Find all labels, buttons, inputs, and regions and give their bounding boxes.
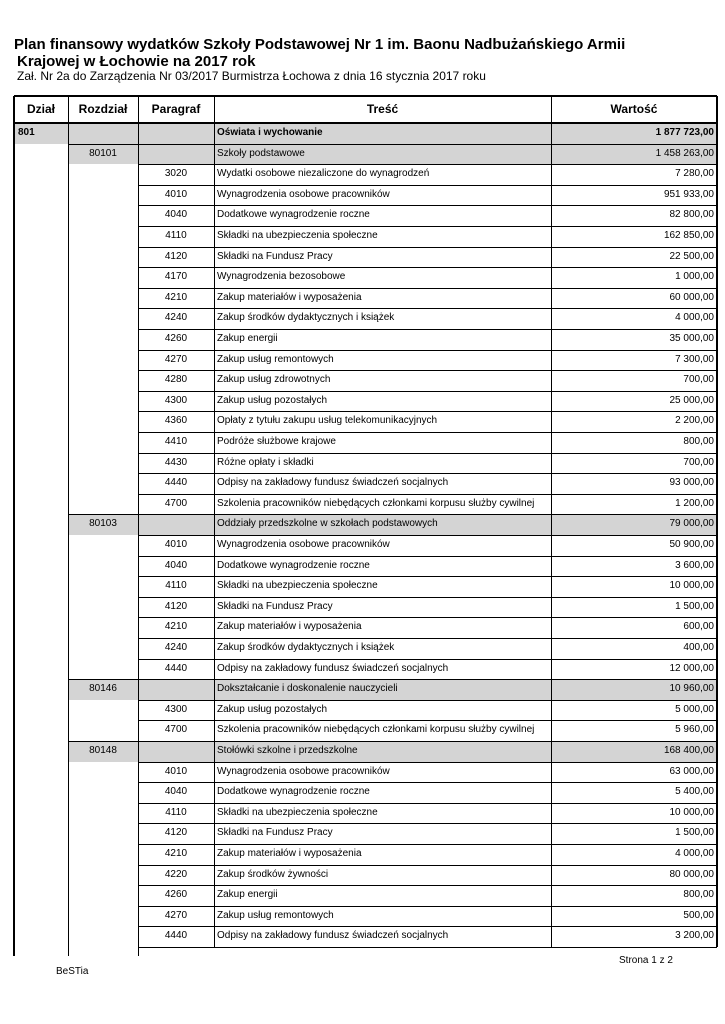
table-row <box>14 638 717 659</box>
cell-rozdzial <box>68 411 138 432</box>
cell-rozdzial <box>68 926 138 947</box>
cell-paragraf: 4240 <box>164 312 188 324</box>
cell-paragraf: 4110 <box>165 806 187 818</box>
cell-dzial <box>18 350 64 371</box>
table-row <box>14 205 717 226</box>
cell-dzial <box>18 638 64 659</box>
cell-tresc: Wynagrodzenia bezosobowe <box>217 271 346 283</box>
cell-wartosc: 7 300,00 <box>675 353 714 365</box>
table-row <box>14 762 717 783</box>
cell-paragraf: 4210 <box>164 621 188 633</box>
cell-dzial <box>18 308 64 329</box>
column-divider <box>13 96 15 956</box>
cell-wartosc: 2 200,00 <box>675 415 714 427</box>
cell-dzial <box>18 679 64 700</box>
cell-tresc: Wynagrodzenia osobowe pracowników <box>217 539 390 550</box>
table-row <box>14 411 717 432</box>
cell-dzial <box>18 782 64 803</box>
table-row <box>14 700 717 721</box>
row-divider <box>138 370 717 371</box>
cell-rozdzial: 80148 <box>89 745 117 756</box>
table-row <box>14 473 717 494</box>
table-row <box>14 844 717 865</box>
cell-rozdzial <box>68 885 138 906</box>
row-divider <box>138 411 717 412</box>
cell-rozdzial <box>68 494 138 515</box>
table-row <box>14 370 717 391</box>
cell-paragraf: 4040 <box>164 786 188 798</box>
header-rozdzial: Rozdział <box>78 102 128 116</box>
cell-rozdzial <box>68 370 138 391</box>
cell-paragraf: 4110 <box>165 580 187 592</box>
row-divider <box>138 535 717 536</box>
cell-tresc: Zakup usług zdrowotnych <box>217 374 331 386</box>
cell-wartosc: 800,00 <box>683 889 714 901</box>
cell-paragraf: 4170 <box>164 271 188 283</box>
cell-rozdzial: 80101 <box>89 147 117 159</box>
column-divider <box>68 96 69 956</box>
row-divider <box>138 700 717 701</box>
cell-paragraf <box>138 741 214 762</box>
cell-tresc: Szkolenia pracowników niebędących członkami korpusu służby cywilnej <box>217 724 535 736</box>
cell-paragraf: 3020 <box>164 168 188 180</box>
row-divider <box>138 926 717 927</box>
cell-wartosc: 1 458 263,00 <box>655 147 714 159</box>
cell-tresc: Dodatkowe wynagrodzenie roczne <box>217 209 370 221</box>
table-row <box>14 659 717 680</box>
row-divider <box>138 185 717 186</box>
cell-wartosc: 1 500,00 <box>675 600 714 612</box>
cell-dzial <box>18 556 64 577</box>
row-divider <box>138 762 717 763</box>
cell-wartosc: 10 960,00 <box>669 683 714 695</box>
cell-tresc: Wynagrodzenia osobowe pracowników <box>217 765 390 777</box>
cell-dzial <box>18 391 64 412</box>
table-row <box>14 865 717 886</box>
row-divider <box>138 556 717 557</box>
row-divider <box>138 308 717 309</box>
cell-paragraf: 4110 <box>165 230 187 241</box>
cell-rozdzial <box>68 638 138 659</box>
cell-paragraf: 4120 <box>164 250 188 262</box>
cell-tresc: Oświata i wychowanie <box>217 127 323 138</box>
cell-wartosc: 1 877 723,00 <box>655 127 714 138</box>
row-divider <box>138 885 717 886</box>
table-row <box>14 803 717 824</box>
row-divider <box>138 288 717 289</box>
cell-paragraf: 4440 <box>164 930 188 942</box>
cell-tresc: Zakup materiałów i wyposażenia <box>217 621 362 633</box>
cell-wartosc: 82 800,00 <box>669 209 714 221</box>
row-divider <box>138 617 717 618</box>
cell-wartosc: 63 000,00 <box>669 765 714 777</box>
cell-wartosc: 7 280,00 <box>675 168 714 180</box>
cell-dzial <box>18 494 64 515</box>
table-row <box>14 885 717 906</box>
cell-tresc: Dodatkowe wynagrodzenie roczne <box>217 786 370 798</box>
cell-paragraf: 4040 <box>164 209 188 221</box>
cell-tresc: Zakup środków dydaktycznych i książek <box>217 312 395 324</box>
cell-dzial <box>18 432 64 453</box>
header-tresc: Treść <box>366 102 399 116</box>
cell-paragraf <box>138 514 214 535</box>
table-row <box>14 720 717 741</box>
row-divider <box>138 576 717 577</box>
table-row <box>14 906 717 927</box>
row-divider <box>138 720 717 721</box>
row-divider <box>138 865 717 866</box>
cell-rozdzial <box>68 267 138 288</box>
cell-tresc: Odpisy na zakładowy fundusz świadczeń socjalnych <box>217 930 449 942</box>
row-divider <box>138 906 717 907</box>
cell-tresc: Opłaty z tytułu zakupu usług telekomunikacyjnych <box>217 415 438 427</box>
cell-tresc: Zakup energii <box>217 333 278 344</box>
cell-paragraf: 4270 <box>164 353 188 365</box>
cell-dzial <box>18 185 64 206</box>
cell-tresc: Wydatki osobowe niezaliczone do wynagrodzeń <box>217 168 430 180</box>
table-row <box>14 267 717 288</box>
cell-wartosc: 5 400,00 <box>675 786 714 798</box>
cell-rozdzial <box>68 308 138 329</box>
cell-paragraf: 4700 <box>164 497 188 509</box>
cell-wartosc: 93 000,00 <box>669 477 714 489</box>
cell-rozdzial <box>68 123 138 144</box>
cell-rozdzial <box>68 762 138 783</box>
cell-rozdzial: 80103 <box>89 518 117 530</box>
cell-rozdzial <box>68 597 138 618</box>
cell-paragraf: 4040 <box>164 559 188 571</box>
table-row <box>14 617 717 638</box>
cell-rozdzial <box>68 803 138 824</box>
cell-wartosc: 3 200,00 <box>675 930 714 942</box>
table-row <box>14 556 717 577</box>
cell-paragraf: 4010 <box>164 765 188 777</box>
cell-dzial <box>18 267 64 288</box>
row-divider <box>138 391 717 392</box>
table-row <box>14 288 717 309</box>
cell-tresc: Odpisy na zakładowy fundusz świadczeń socjalnych <box>217 662 449 674</box>
table-row <box>14 576 717 597</box>
cell-tresc: Zakup usług pozostałych <box>217 703 328 715</box>
cell-wartosc: 700,00 <box>683 456 714 468</box>
cell-rozdzial <box>68 164 138 185</box>
cell-tresc: Dodatkowe wynagrodzenie roczne <box>217 559 370 571</box>
cell-tresc: Zakup energii <box>217 889 278 901</box>
cell-paragraf: 4300 <box>164 394 188 406</box>
cell-wartosc: 79 000,00 <box>669 518 714 530</box>
cell-wartosc: 1 000,00 <box>675 271 714 283</box>
cell-tresc: Wynagrodzenia osobowe pracowników <box>217 188 390 200</box>
cell-paragraf: 4700 <box>164 724 188 736</box>
cell-paragraf: 4210 <box>164 848 188 859</box>
cell-wartosc: 25 000,00 <box>669 394 714 406</box>
table-row <box>14 391 717 412</box>
cell-dzial <box>18 700 64 721</box>
cell-paragraf: 4010 <box>164 539 188 550</box>
cell-paragraf: 4270 <box>164 909 188 921</box>
cell-paragraf: 4300 <box>164 703 188 715</box>
cell-tresc: Odpisy na zakładowy fundusz świadczeń socjalnych <box>217 477 449 489</box>
cell-paragraf: 4280 <box>164 374 188 386</box>
cell-tresc: Zakup usług remontowych <box>217 909 334 921</box>
cell-wartosc: 1 200,00 <box>675 497 714 509</box>
cell-tresc: Składki na ubezpieczenia społeczne <box>217 580 378 592</box>
cell-paragraf: 4220 <box>164 868 188 880</box>
cell-dzial <box>18 720 64 741</box>
cell-paragraf: 4120 <box>164 827 188 839</box>
row-divider <box>14 95 717 97</box>
cell-tresc: Różne opłaty i składki <box>217 456 314 468</box>
cell-dzial <box>18 164 64 185</box>
cell-dzial <box>18 473 64 494</box>
cell-dzial <box>18 865 64 886</box>
cell-rozdzial <box>68 659 138 680</box>
cell-dzial <box>18 617 64 638</box>
document-title-line1: Plan finansowy wydatków Szkoły Podstawowej Nr 1 im. Baonu Nadbużańskiego Armii <box>14 36 626 53</box>
cell-wartosc: 1 500,00 <box>675 827 714 839</box>
cell-wartosc: 700,00 <box>683 374 714 386</box>
footer-software-name: BeSTia <box>56 966 89 977</box>
row-divider <box>138 350 717 351</box>
header-wartosc: Wartość <box>610 102 658 116</box>
cell-wartosc: 168 400,00 <box>663 745 714 756</box>
row-divider <box>138 329 717 330</box>
column-divider <box>214 96 215 947</box>
cell-rozdzial <box>68 247 138 268</box>
table-row <box>14 782 717 803</box>
cell-dzial <box>18 288 64 309</box>
row-divider <box>68 144 717 145</box>
cell-rozdzial <box>68 185 138 206</box>
cell-tresc: Szkolenia pracowników niebędących członkami korpusu służby cywilnej <box>217 497 535 509</box>
row-divider <box>138 226 717 227</box>
cell-rozdzial <box>68 720 138 741</box>
cell-dzial <box>18 514 64 535</box>
row-divider <box>138 453 717 454</box>
cell-dzial <box>18 329 64 350</box>
cell-rozdzial <box>68 700 138 721</box>
cell-dzial <box>18 803 64 824</box>
cell-wartosc: 35 000,00 <box>669 333 714 344</box>
row-divider <box>14 122 717 124</box>
row-divider <box>68 679 717 680</box>
cell-rozdzial <box>68 288 138 309</box>
cell-paragraf: 4440 <box>164 662 188 674</box>
cell-dzial <box>18 762 64 783</box>
cell-paragraf: 4260 <box>164 889 188 901</box>
cell-tresc: Zakup usług pozostałych <box>217 394 328 406</box>
cell-dzial <box>18 926 64 947</box>
cell-dzial <box>18 885 64 906</box>
table-row <box>14 329 717 350</box>
table-row <box>14 185 717 206</box>
budget-table <box>14 96 717 956</box>
cell-tresc: Składki na Fundusz Pracy <box>217 250 333 262</box>
column-divider <box>551 96 552 947</box>
cell-dzial <box>18 453 64 474</box>
cell-tresc: Składki na ubezpieczenia społeczne <box>217 230 378 241</box>
table-row <box>14 308 717 329</box>
cell-dzial <box>18 741 64 762</box>
table-row <box>14 514 717 535</box>
table-row <box>14 350 717 371</box>
cell-rozdzial <box>68 556 138 577</box>
row-divider <box>68 514 717 515</box>
document-title-line2: Krajowej w Łochowie na 2017 rok <box>17 53 256 70</box>
cell-dzial <box>18 597 64 618</box>
cell-tresc: Zakup środków żywności <box>217 868 329 880</box>
table-row <box>14 432 717 453</box>
cell-wartosc: 60 000,00 <box>669 291 714 303</box>
cell-rozdzial <box>68 226 138 247</box>
cell-wartosc: 951 933,00 <box>663 188 714 200</box>
table-row <box>14 144 717 165</box>
row-divider <box>138 659 717 660</box>
cell-dzial <box>18 576 64 597</box>
column-divider <box>138 96 139 956</box>
cell-rozdzial <box>68 391 138 412</box>
row-divider <box>138 638 717 639</box>
cell-dzial <box>18 411 64 432</box>
cell-dzial <box>18 144 64 165</box>
table-row <box>14 741 717 762</box>
cell-paragraf <box>138 123 214 144</box>
document-subtitle: Zał. Nr 2a do Zarządzenia Nr 03/2017 Burmistrza Łochowa z dnia 16 stycznia 2017 roku <box>17 69 486 83</box>
row-divider <box>138 844 717 845</box>
cell-rozdzial <box>68 617 138 638</box>
cell-dzial <box>18 823 64 844</box>
table-row <box>14 926 717 947</box>
cell-tresc: Szkoły podstawowe <box>217 147 305 159</box>
row-divider <box>138 205 717 206</box>
cell-wartosc: 5 960,00 <box>675 724 714 736</box>
cell-paragraf: 4240 <box>164 642 188 653</box>
cell-tresc: Składki na Fundusz Pracy <box>217 827 333 839</box>
header-paragraf: Paragraf <box>151 102 201 116</box>
cell-tresc: Zakup środków dydaktycznych i książek <box>217 642 395 653</box>
table-row <box>14 453 717 474</box>
cell-tresc: Zakup usług remontowych <box>217 353 334 365</box>
cell-rozdzial <box>68 205 138 226</box>
cell-paragraf: 4440 <box>164 477 188 489</box>
cell-rozdzial <box>68 576 138 597</box>
cell-wartosc: 400,00 <box>683 642 714 653</box>
cell-rozdzial <box>68 350 138 371</box>
table-row <box>14 226 717 247</box>
cell-wartosc: 800,00 <box>683 436 714 447</box>
cell-tresc: Oddziały przedszkolne w szkołach podstawowych <box>217 518 438 530</box>
cell-dzial <box>18 247 64 268</box>
cell-rozdzial: 80146 <box>89 683 117 695</box>
cell-paragraf: 4260 <box>164 333 188 344</box>
row-divider <box>138 782 717 783</box>
cell-wartosc: 500,00 <box>683 909 714 921</box>
cell-paragraf: 4410 <box>164 436 188 447</box>
cell-dzial <box>18 844 64 865</box>
cell-paragraf: 4360 <box>164 415 188 427</box>
row-divider <box>138 432 717 433</box>
cell-rozdzial <box>68 906 138 927</box>
table-row <box>14 679 717 700</box>
cell-dzial <box>18 535 64 556</box>
cell-tresc: Składki na ubezpieczenia społeczne <box>217 806 378 818</box>
cell-paragraf <box>138 144 214 165</box>
row-divider <box>138 947 717 948</box>
cell-wartosc: 3 600,00 <box>675 559 714 571</box>
cell-wartosc: 600,00 <box>683 621 714 633</box>
cell-rozdzial <box>68 823 138 844</box>
cell-rozdzial <box>68 329 138 350</box>
cell-tresc: Składki na Fundusz Pracy <box>217 600 333 612</box>
cell-wartosc: 10 000,00 <box>669 580 714 592</box>
cell-rozdzial <box>68 844 138 865</box>
cell-paragraf <box>138 679 214 700</box>
table-row <box>14 247 717 268</box>
footer-page-number: Strona 1 z 2 <box>619 955 673 966</box>
header-dzial: Dział <box>26 102 55 116</box>
cell-rozdzial <box>68 535 138 556</box>
cell-rozdzial <box>68 473 138 494</box>
cell-dzial: 801 <box>18 127 35 138</box>
cell-paragraf: 4430 <box>164 456 188 468</box>
row-divider <box>138 247 717 248</box>
cell-wartosc: 162 850,00 <box>663 230 714 241</box>
table-row <box>14 494 717 515</box>
table-row <box>14 823 717 844</box>
cell-dzial <box>18 370 64 391</box>
cell-dzial <box>18 906 64 927</box>
cell-dzial <box>18 205 64 226</box>
cell-rozdzial <box>68 432 138 453</box>
row-divider <box>138 823 717 824</box>
table-row <box>14 123 717 144</box>
cell-wartosc: 12 000,00 <box>669 662 714 674</box>
cell-rozdzial <box>68 865 138 886</box>
row-divider <box>138 164 717 165</box>
cell-dzial <box>18 659 64 680</box>
cell-paragraf: 4210 <box>164 291 188 303</box>
cell-rozdzial <box>68 453 138 474</box>
row-divider <box>138 267 717 268</box>
cell-tresc: Podróże służbowe krajowe <box>217 436 336 447</box>
row-divider <box>138 803 717 804</box>
row-divider <box>138 494 717 495</box>
cell-tresc: Stołówki szkolne i przedszkolne <box>217 745 358 756</box>
cell-wartosc: 50 900,00 <box>669 539 714 550</box>
cell-wartosc: 5 000,00 <box>675 703 714 715</box>
cell-rozdzial <box>68 782 138 803</box>
row-divider <box>138 473 717 474</box>
table-row <box>14 164 717 185</box>
cell-tresc: Zakup materiałów i wyposażenia <box>217 291 362 303</box>
cell-wartosc: 22 500,00 <box>669 250 714 262</box>
column-divider <box>716 96 718 947</box>
row-divider <box>138 597 717 598</box>
table-row <box>14 597 717 618</box>
cell-paragraf: 4010 <box>164 188 188 200</box>
cell-tresc: Zakup materiałów i wyposażenia <box>217 848 362 859</box>
cell-tresc: Dokształcanie i doskonalenie nauczycieli <box>217 683 398 695</box>
cell-wartosc: 10 000,00 <box>669 806 714 818</box>
cell-paragraf: 4120 <box>164 600 188 612</box>
cell-wartosc: 4 000,00 <box>675 312 714 324</box>
cell-wartosc: 80 000,00 <box>669 868 714 880</box>
cell-dzial <box>18 226 64 247</box>
row-divider <box>68 741 717 742</box>
table-row <box>14 535 717 556</box>
cell-wartosc: 4 000,00 <box>675 848 714 859</box>
